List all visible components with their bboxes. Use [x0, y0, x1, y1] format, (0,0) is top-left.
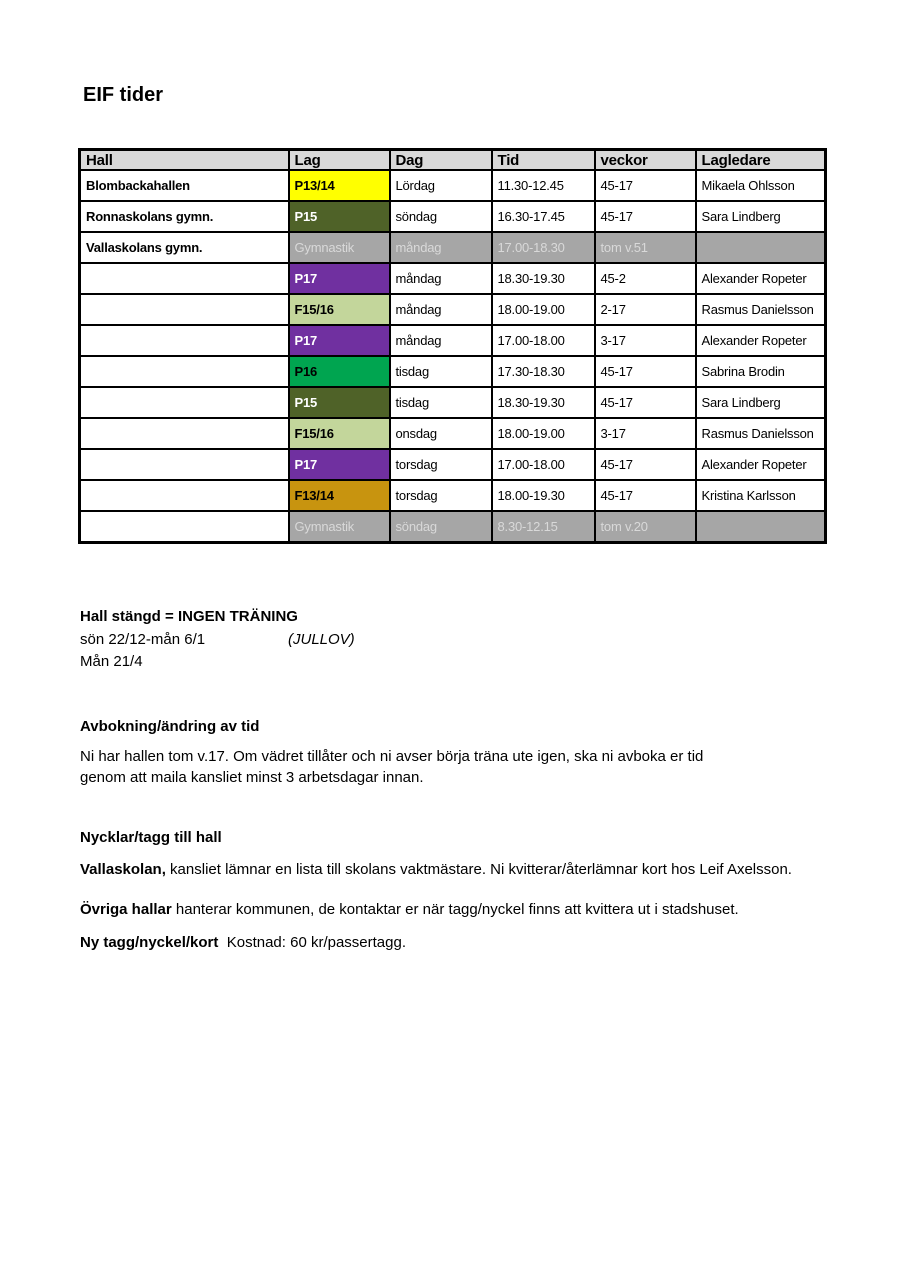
day-cell: tisdag: [390, 356, 492, 387]
team-cell: P17: [289, 325, 390, 356]
weeks-cell: 3-17: [595, 325, 696, 356]
leader-cell: Mikaela Ohlsson: [696, 170, 826, 201]
leader-cell: Alexander Ropeter: [696, 449, 826, 480]
hall-cell: [80, 387, 289, 418]
leader-cell: Alexander Ropeter: [696, 325, 826, 356]
day-cell: Lördag: [390, 170, 492, 201]
time-cell: 11.30-12.45: [492, 170, 595, 201]
header-lag: Lag: [289, 150, 390, 171]
day-cell: måndag: [390, 325, 492, 356]
weeks-cell: 45-17: [595, 387, 696, 418]
hall-cell: Vallaskolans gymn.: [80, 232, 289, 263]
time-cell: 16.30-17.45: [492, 201, 595, 232]
keys-other-halls-text: hanterar kommunen, de kontaktar er när tagg/nyckel finns att kvittera ut i stadshuset.: [171, 901, 739, 918]
team-cell: F15/16: [289, 418, 390, 449]
hall-cell: [80, 294, 289, 325]
keys-vallaskolan-label: Vallaskolan,: [80, 861, 166, 878]
day-cell: torsdag: [390, 449, 492, 480]
closed-dates-line: [80, 631, 355, 648]
closed-dates-range: sön 22/12-mån 6/1: [80, 631, 206, 648]
team-cell: P15: [289, 387, 390, 418]
leader-cell: Sara Lindberg: [696, 201, 826, 232]
leader-cell: [696, 232, 826, 263]
keys-new-tag-label: Ny tagg/nyckel/kort: [80, 934, 219, 951]
team-cell: Gymnastik: [289, 232, 390, 263]
closed-dates-label: (JULLOV): [288, 631, 355, 648]
day-cell: måndag: [390, 294, 492, 325]
day-cell: söndag: [390, 511, 492, 543]
day-cell: torsdag: [390, 480, 492, 511]
weeks-cell: tom v.20: [595, 511, 696, 543]
hall-cell: [80, 480, 289, 511]
team-cell: F13/14: [289, 480, 390, 511]
header-lagledare: Lagledare: [696, 150, 826, 171]
table-row: [80, 170, 826, 201]
hall-cell: [80, 325, 289, 356]
time-cell: 18.30-19.30: [492, 387, 595, 418]
time-cell: 17.00-18.00: [492, 449, 595, 480]
keys-heading: Nycklar/tagg till hall: [80, 829, 222, 846]
day-cell: måndag: [390, 263, 492, 294]
closed-heading: Hall stängd = INGEN TRÄNING: [80, 608, 298, 625]
header-hall: Hall: [80, 150, 289, 171]
table-row: [80, 201, 826, 232]
page-title: EIF tider: [83, 84, 164, 106]
keys-other-halls-line: [80, 901, 739, 918]
hall-cell: [80, 356, 289, 387]
leader-cell: Rasmus Danielsson: [696, 418, 826, 449]
weeks-cell: 45-17: [595, 201, 696, 232]
time-cell: 18.00-19.00: [492, 294, 595, 325]
table-row: [80, 418, 826, 449]
day-cell: tisdag: [390, 387, 492, 418]
team-cell: Gymnastik: [289, 511, 390, 543]
keys-new-tag-line: [80, 934, 406, 951]
team-cell: P17: [289, 449, 390, 480]
time-cell: 17.30-18.30: [492, 356, 595, 387]
time-cell: 17.00-18.30: [492, 232, 595, 263]
table-row: [80, 511, 826, 543]
leader-cell: [696, 511, 826, 543]
table-row: [80, 263, 826, 294]
weeks-cell: tom v.51: [595, 232, 696, 263]
weeks-cell: 45-17: [595, 356, 696, 387]
team-cell: P17: [289, 263, 390, 294]
hall-cell: [80, 418, 289, 449]
keys-other-halls-label: Övriga hallar: [80, 901, 172, 918]
table-row: [80, 387, 826, 418]
table-row: [80, 294, 826, 325]
table-row: [80, 480, 826, 511]
table-row: [80, 356, 826, 387]
header-veckor: veckor: [595, 150, 696, 171]
cancellation-heading: Avbokning/ändring av tid: [80, 718, 260, 735]
time-cell: 18.30-19.30: [492, 263, 595, 294]
weeks-cell: 45-17: [595, 480, 696, 511]
team-cell: P15: [289, 201, 390, 232]
day-cell: måndag: [390, 232, 492, 263]
cancellation-text-line1: Ni har hallen tom v.17. Om vädret tillåter och ni avser börja träna ute igen, ska ni avboka er tid: [80, 748, 704, 765]
weeks-cell: 45-17: [595, 449, 696, 480]
hall-cell: [80, 511, 289, 543]
table-row: [80, 325, 826, 356]
hall-cell: [80, 263, 289, 294]
hall-cell: [80, 449, 289, 480]
cancellation-text-line2: genom att maila kansliet minst 3 arbetsdagar innan.: [80, 769, 424, 786]
leader-cell: Sabrina Brodin: [696, 356, 826, 387]
weeks-cell: 3-17: [595, 418, 696, 449]
table-header-row: [80, 150, 826, 171]
keys-vallaskolan-text: kansliet lämnar en lista till skolans vaktmästare. Ni kvitterar/återlämnar kort hos Leif Axelsson.: [165, 861, 792, 878]
table-row: [80, 449, 826, 480]
hall-cell: Blombackahallen: [80, 170, 289, 201]
time-cell: 18.00-19.00: [492, 418, 595, 449]
day-cell: söndag: [390, 201, 492, 232]
leader-cell: Sara Lindberg: [696, 387, 826, 418]
team-cell: P13/14: [289, 170, 390, 201]
table-row: [80, 232, 826, 263]
weeks-cell: 45-17: [595, 170, 696, 201]
time-cell: 18.00-19.30: [492, 480, 595, 511]
leader-cell: Rasmus Danielsson: [696, 294, 826, 325]
weeks-cell: 2-17: [595, 294, 696, 325]
hall-cell: Ronnaskolans gymn.: [80, 201, 289, 232]
keys-vallaskolan-line: [80, 861, 792, 878]
time-cell: 8.30-12.15: [492, 511, 595, 543]
closed-date-2: Mån 21/4: [80, 653, 143, 670]
keys-new-tag-cost: Kostnad: 60 kr/passertagg.: [218, 934, 407, 951]
leader-cell: Alexander Ropeter: [696, 263, 826, 294]
schedule-table: [78, 148, 827, 544]
time-cell: 17.00-18.00: [492, 325, 595, 356]
weeks-cell: 45-2: [595, 263, 696, 294]
leader-cell: Kristina Karlsson: [696, 480, 826, 511]
team-cell: F15/16: [289, 294, 390, 325]
header-tid: Tid: [492, 150, 595, 171]
header-dag: Dag: [390, 150, 492, 171]
day-cell: onsdag: [390, 418, 492, 449]
team-cell: P16: [289, 356, 390, 387]
